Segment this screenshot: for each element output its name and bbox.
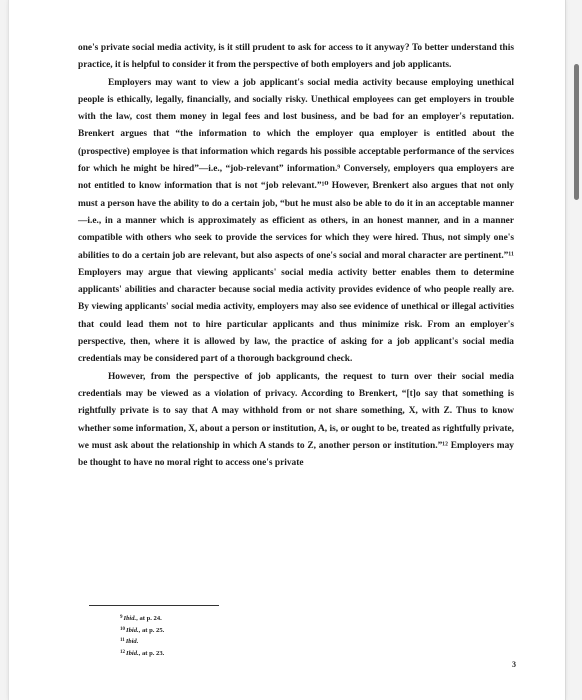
footnote-text: Ibid. — [126, 626, 139, 634]
paragraph-1: one's private social media activity, is it still prudent to ask for access to it anyway? To better understand this practice, it is helpful to consider it from the perspective of both employers and job applicants. — [78, 43, 514, 71]
scrollbar-thumb[interactable] — [574, 64, 579, 200]
paragraph-2: Employers may want to view a job applicant's social media activity because employing unethical people is ethically, legally, financially, and socially risky. Unethical employees can get employers in trouble with the law, cost them money in legal fees and lost business, and be bad for an employer's reputation. Brenkert argues that “the information to which the employer qua employer is entitled about the (prospective) employee is that information which regards his possible acceptable performance of the services for which he might be hired”—i.e., “job-relevant” information.⁹ Conversely, employers qua employers are not entitled to know information that is not “job relevant.”¹⁰ However, Brenkert also argues that not only must a person have the ability to do a certain job, “but he must also be able to do it in an acceptable manner—i.e., in a manner which is approximately as efficient as others, in an honest manner, and in a manner compatible with others who seek to provide the services for which they were hired. Thus, not simply one's abilities to do a certain job are relevant, but also aspects of one's social and moral character are pertinent.”¹¹ Employers may argue that viewing applicants' social media activity better enables them to determine applicants' abilities and character because social media activity provides evidence of who people really are. By viewing applicants' social media activity, employers may also see evidence of unethical or illegal activities that could lead them not to hire particular applicants and thus minimize risk. From an employer's perspective, then, where it is allowed by law, the practice of asking for a job applicant's social media credentials may be considered part of a thorough background check. — [78, 77, 514, 365]
footnote-number: 11 — [120, 638, 125, 643]
footnotes — [120, 613, 164, 659]
footnote-divider — [89, 605, 219, 606]
footnote-12 — [120, 648, 164, 660]
footnote-number: 9 — [120, 615, 123, 620]
footnote-text: Ibid. — [126, 649, 139, 657]
document-page — [8, 0, 566, 700]
page-number: 3 — [512, 660, 516, 669]
footnote-11 — [120, 636, 164, 648]
footnote-location: , at p. 25. — [138, 626, 165, 634]
footnote-9 — [120, 613, 164, 625]
footnote-text: Ibid. — [123, 615, 137, 622]
paragraph-3: However, from the perspective of job applicants, the request to turn over their social media credentials may be viewed as a violation of privacy. According to Brenkert, “[t]o say that something is rightfully private is to say that A may withhold from or not share something, X, with Z. Thus to know whether some information, X, about a person or institution, A, is, or ought to be, treated as rightfully private, we must ask about the relationship in which A stands to Z, another person or institution.”¹² Employers may be thought to have no moral right to access one's private — [78, 371, 514, 469]
footnote-10 — [120, 625, 164, 637]
footnote-location: , at p. 23. — [138, 649, 165, 657]
body-text — [78, 40, 514, 472]
footnote-text: Ibid. — [125, 638, 139, 645]
vertical-scrollbar[interactable] — [570, 0, 582, 700]
footnote-number: 10 — [120, 626, 125, 632]
footnote-location: , at p. 24. — [136, 615, 162, 622]
footnote-number: 12 — [120, 649, 125, 655]
